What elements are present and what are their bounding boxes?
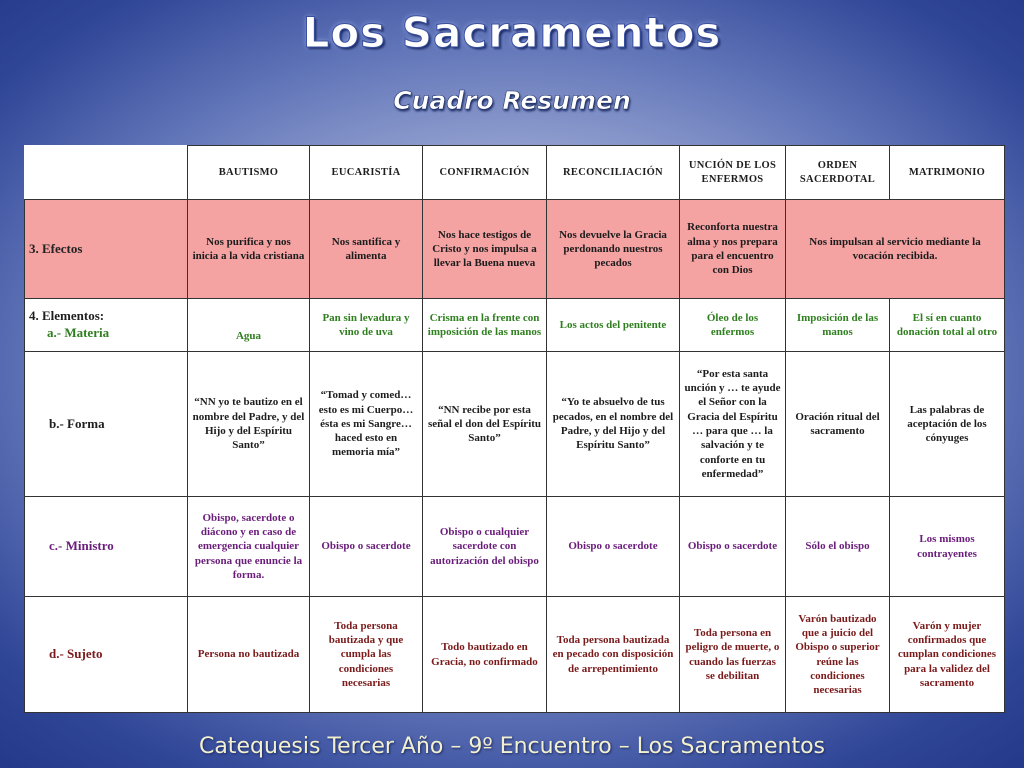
forma-confirmacion: “NN recibe por esta señal el don del Espíritu Santo” xyxy=(423,352,547,497)
sujeto-reconciliacion: Toda persona bautizada en pecado con disposición de arrepentimiento xyxy=(547,597,680,713)
header-row xyxy=(25,146,1005,200)
row-forma xyxy=(25,352,1005,497)
materia-orden: Imposición de las manos xyxy=(786,299,890,352)
materia-matrimonio: El sí en cuanto donación total al otro xyxy=(890,299,1005,352)
sujeto-bautismo: Persona no bautizada xyxy=(188,597,310,713)
efectos-orden-matrimonio: Nos impulsan al servicio mediante la vocación recibida. xyxy=(786,200,1005,299)
header-reconciliacion: RECONCILIACIÓN xyxy=(547,146,680,200)
sujeto-uncion: Toda persona en peligro de muerte, o cuando las fuerzas se debilitan xyxy=(680,597,786,713)
slide-subtitle: Cuadro Resumen xyxy=(393,86,631,115)
row-efectos xyxy=(25,200,1005,299)
forma-eucaristia: “Tomad y comed… esto es mi Cuerpo… ésta es mi Sangre… haced esto en memoria mía” xyxy=(310,352,423,497)
label-elementos: 4. Elementos: xyxy=(29,308,105,324)
header-blank-cell xyxy=(25,146,188,200)
materia-bautismo: Agua xyxy=(188,299,310,352)
ministro-confirmacion: Obispo o cualquier sacerdote con autorización del obispo xyxy=(423,497,547,597)
forma-uncion: “Por esta santa unción y … te ayude el Señor con la Gracia del Espíritu … para que … la salvación y te conforte en tu enfermedad” xyxy=(680,352,786,497)
efectos-reconciliacion: Nos devuelve la Gracia perdonando nuestros pecados xyxy=(547,200,680,299)
efectos-eucaristia: Nos santifica y alimenta xyxy=(310,200,423,299)
slide-title: Los Sacramentos xyxy=(302,8,722,57)
sujeto-orden: Varón bautizado que a juicio del Obispo o superior reúne las condiciones necesarias xyxy=(786,597,890,713)
forma-orden: Oración ritual del sacramento xyxy=(786,352,890,497)
forma-bautismo: “NN yo te bautizo en el nombre del Padre, y del Hijo y del Espíritu Santo” xyxy=(188,352,310,497)
label-forma: b.- Forma xyxy=(49,415,105,431)
row-label-efectos: 3. Efectos xyxy=(25,200,188,299)
ministro-orden: Sólo el obispo xyxy=(786,497,890,597)
materia-reconciliacion: Los actos del penitente xyxy=(547,299,680,352)
sacramentos-table xyxy=(24,145,1005,713)
materia-confirmacion: Crisma en la frente con imposición de las manos xyxy=(423,299,547,352)
row-label-ministro xyxy=(25,497,188,597)
forma-reconciliacion: “Yo te absuelvo de tus pecados, en el nombre del Padre, y del Hijo y del Espíritu Santo” xyxy=(547,352,680,497)
efectos-uncion: Reconforta nuestra alma y nos prepara para el encuentro con Dios xyxy=(680,200,786,299)
header-orden: ORDEN SACERDOTAL xyxy=(786,146,890,200)
efectos-bautismo: Nos purifica y nos inicia a la vida cristiana xyxy=(188,200,310,299)
ministro-eucaristia: Obispo o sacerdote xyxy=(310,497,423,597)
materia-eucaristia: Pan sin levadura y vino de uva xyxy=(310,299,423,352)
sujeto-confirmacion: Todo bautizado en Gracia, no confirmado xyxy=(423,597,547,713)
header-eucaristia: EUCARISTÍA xyxy=(310,146,423,200)
ministro-reconciliacion: Obispo o sacerdote xyxy=(547,497,680,597)
label-ministro: c.- Ministro xyxy=(49,538,114,554)
ministro-uncion: Obispo o sacerdote xyxy=(680,497,786,597)
label-materia: a.- Materia xyxy=(47,325,110,340)
forma-matrimonio: Las palabras de aceptación de los cónyuges xyxy=(890,352,1005,497)
ministro-matrimonio: Los mismos contrayentes xyxy=(890,497,1005,597)
label-sujeto: d.- Sujeto xyxy=(49,646,103,662)
header-bautismo: BAUTISMO xyxy=(188,146,310,200)
efectos-confirmacion: Nos hace testigos de Cristo y nos impulsa a llevar la Buena nueva xyxy=(423,200,547,299)
row-label-materia xyxy=(25,299,188,352)
row-label-forma xyxy=(25,352,188,497)
header-confirmacion: CONFIRMACIÓN xyxy=(423,146,547,200)
header-uncion: UNCIÓN DE LOS ENFERMOS xyxy=(680,146,786,200)
sujeto-matrimonio: Varón y mujer confirmados que cumplan condiciones para la validez del sacramento xyxy=(890,597,1005,713)
row-label-sujeto xyxy=(25,597,188,713)
row-ministro xyxy=(25,497,1005,597)
ministro-bautismo: Obispo, sacerdote o diácono y en caso de emergencia cualquier persona que enuncie la forma. xyxy=(188,497,310,597)
header-matrimonio: MATRIMONIO xyxy=(890,146,1005,200)
sujeto-eucaristia: Toda persona bautizada y que cumpla las condiciones necesarias xyxy=(310,597,423,713)
materia-uncion: Óleo de los enfermos xyxy=(680,299,786,352)
row-sujeto xyxy=(25,597,1005,713)
slide-footer: Catequesis Tercer Año – 9º Encuentro – Los Sacramentos xyxy=(198,734,826,759)
row-materia xyxy=(25,299,1005,352)
